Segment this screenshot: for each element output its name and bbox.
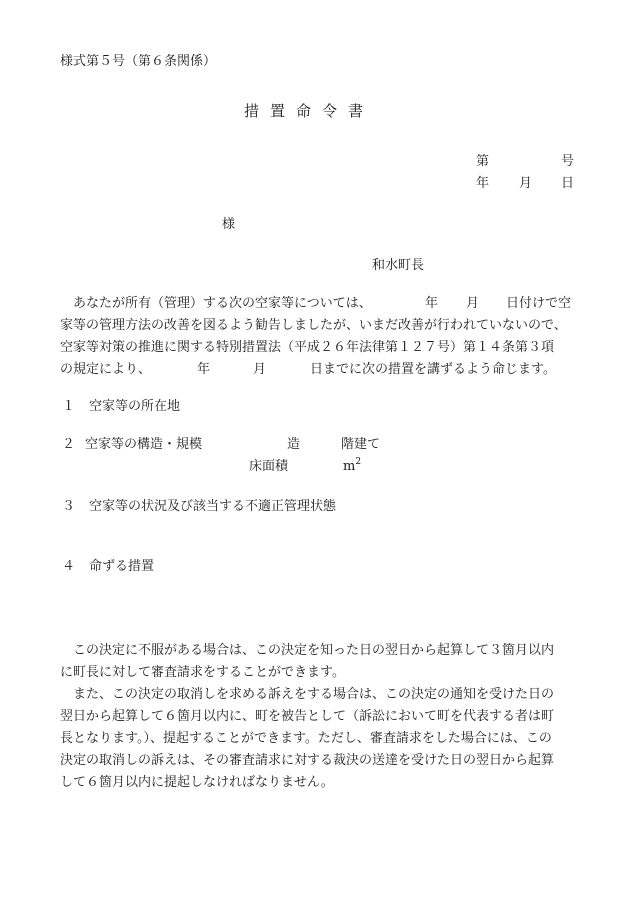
item-label: 命ずる措置 (89, 559, 155, 574)
form-label: 様式第５号（第６条関係） (60, 54, 217, 69)
item-number: ４ (62, 559, 76, 574)
appeal-notice (60, 640, 580, 794)
notice-line: して６箇月以内に提起しなければなりません。 (60, 775, 334, 790)
structure-unit: 造 (287, 437, 301, 452)
item-label: 空家等の状況及び該当する不適正管理状態 (89, 499, 337, 514)
date-year: 年 (476, 176, 490, 191)
notice-line: この決定に不服がある場合は、この決定を知った日の翌日から起算して３箇月以内 (73, 643, 555, 658)
item-number: ２ (62, 437, 76, 452)
notice-line: 翌日から起算して６箇月以内に、町を被告として（訴訟において町を代表する者は町 (60, 709, 555, 724)
area-unit-base: m (343, 459, 356, 474)
number-prefix: 第 (476, 154, 490, 169)
item-3 (62, 500, 336, 513)
item-1 (62, 400, 180, 413)
body-paragraph (60, 293, 580, 381)
notice-line: 決定の取消しの訴えは、その審査請求に対する裁決の送達を受けた日の翌日から起算 (60, 753, 555, 768)
item-2 (62, 438, 202, 451)
body-month: 月 (466, 296, 480, 311)
deadline-tail: 日までに次の措置を講ずるよう命じます。 (310, 362, 556, 377)
body-line: 空家等対策の推進に関する特別措置法（平成２６年法律第１２７号）第１４条第３項 (60, 340, 555, 355)
notice-line: に町長に対して審査請求をすることができます。 (60, 665, 345, 680)
floor-area-label: 床面積 (249, 459, 289, 474)
number-suffix: 号 (561, 154, 575, 169)
date-month: 月 (519, 176, 533, 191)
document-title: 措置命令書 (244, 102, 375, 120)
issuer-name: 和水町長 (372, 258, 425, 273)
item-label: 空家等の構造・規模 (85, 437, 203, 452)
item-4 (62, 560, 154, 573)
body-line: 家等の管理方法の改善を図るよう勧告しましたが、いまだ改善が行われていないので、 (60, 318, 567, 333)
area-unit (343, 457, 362, 474)
recipient-honorific: 様 (222, 217, 236, 232)
date-day: 日 (561, 176, 575, 191)
item-number: ３ (62, 499, 76, 514)
body-year: 年 (425, 296, 439, 311)
deadline-month: 月 (253, 362, 267, 377)
floors-unit: 階建て (341, 437, 381, 452)
area-unit-superscript: 2 (355, 457, 362, 467)
notice-line: 長となります。）、提起することができます。ただし、審査請求をした場合には、この (60, 731, 552, 746)
body-line: あなたが所有（管理）する次の空家等については、 (73, 296, 372, 311)
item-number: １ (62, 399, 76, 414)
body-line: の規定により、 (60, 362, 152, 377)
deadline-year: 年 (197, 362, 211, 377)
notice-line: また、この決定の取消しを求める訴えをする場合は、この決定の通知を受けた日の (73, 687, 555, 702)
body-date-tail: 日付けで空 (506, 296, 572, 311)
item-label: 空家等の所在地 (89, 399, 181, 414)
